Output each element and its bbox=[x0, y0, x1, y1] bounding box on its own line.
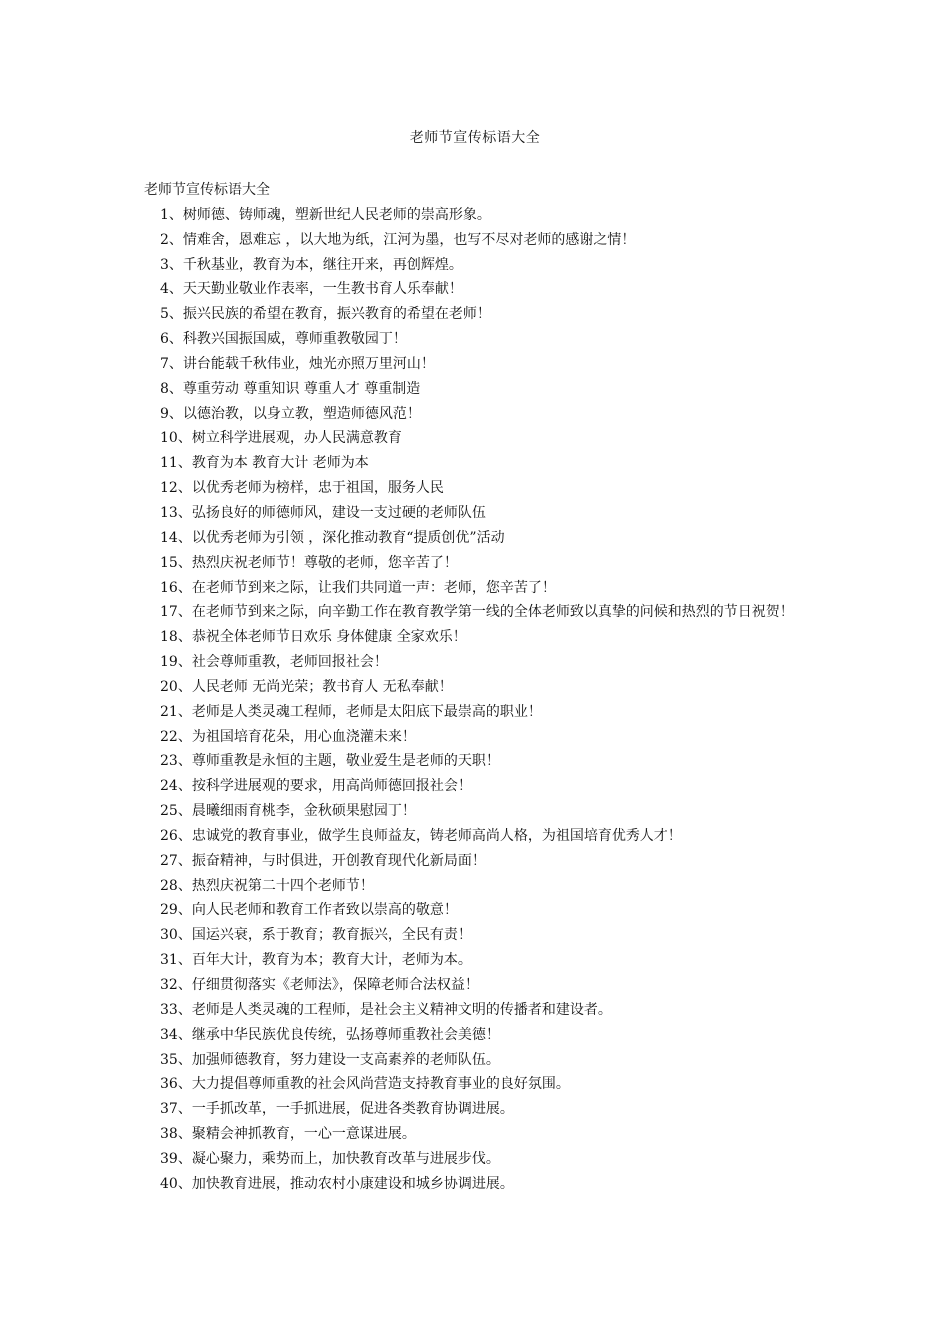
list-item: 18、恭祝全体老师节日欢乐 身体健康 全家欢乐！ bbox=[160, 629, 467, 646]
document-body bbox=[144, 178, 809, 1197]
list-item: 39、凝心聚力，乘势而上，加快教育改革与进展步伐。 bbox=[160, 1150, 500, 1167]
list-item: 27、振奋精神，与时俱进，开创教育现代化新局面！ bbox=[160, 852, 486, 869]
list-item: 37、一手抓改革，一手抓进展，促进各类教育协调进展。 bbox=[160, 1101, 514, 1118]
list-item: 5、振兴民族的希望在教育，振兴教育的希望在老师！ bbox=[160, 306, 491, 323]
list-item: 16、在老师节到来之际，让我们共同道一声：老师，您辛苦了！ bbox=[160, 579, 556, 596]
list-item: 34、继承中华民族优良传统，弘扬尊师重教社会美德！ bbox=[160, 1026, 500, 1043]
list-item: 36、大力提倡尊师重教的社会风尚营造支持教育事业的良好氛围。 bbox=[160, 1076, 570, 1093]
list-item: 7、讲台能载千秋伟业，烛光亦照万里河山！ bbox=[160, 355, 435, 372]
list-item: 31、百年大计，教育为本；教育大计，老师为本。 bbox=[160, 952, 472, 969]
list-item: 1、树师德、铸师魂，塑新世纪人民老师的崇高形象。 bbox=[160, 206, 491, 223]
list-item: 25、晨曦细雨育桃李，金秋硕果慰园丁！ bbox=[160, 803, 416, 820]
list-item: 2、情难舍，恩难忘 ，以大地为纸，江河为墨，也写不尽对老师的感谢之情！ bbox=[160, 231, 636, 248]
list-item: 23、尊师重教是永恒的主题，敬业爱生是老师的天职！ bbox=[160, 753, 500, 770]
list-item: 14、以优秀老师为引领 ，深化推动教育“提质创优”活动 bbox=[160, 529, 505, 546]
list-item: 38、聚精会神抓教育，一心一意谋进展。 bbox=[160, 1126, 416, 1143]
list-item: 8、尊重劳动 尊重知识 尊重人才 尊重制造 bbox=[160, 380, 421, 397]
list-item: 6、科教兴国振国威，尊师重教敬园丁！ bbox=[160, 331, 407, 348]
list-item: 24、按科学进展观的要求，用高尚师德回报社会！ bbox=[160, 778, 472, 795]
list-item: 29、向人民老师和教育工作者致以崇高的敬意！ bbox=[160, 902, 458, 919]
slogan-list bbox=[144, 203, 809, 1197]
page-title: 老师节宣传标语大全 bbox=[409, 130, 541, 146]
list-item: 40、加快教育进展，推动农村小康建设和城乡协调进展。 bbox=[160, 1175, 514, 1192]
list-item: 22、为祖国培育花朵，用心血浇灌未来！ bbox=[160, 728, 416, 745]
list-item: 30、国运兴衰，系于教育；教育振兴，全民有责！ bbox=[160, 927, 472, 944]
list-item: 10、树立科学进展观，办人民满意教育 bbox=[160, 430, 402, 447]
list-item: 15、热烈庆祝老师节！尊敬的老师，您辛苦了！ bbox=[160, 554, 458, 571]
list-item: 35、加强师德教育，努力建设一支高素养的老师队伍。 bbox=[160, 1051, 500, 1068]
list-item: 9、以德治教，以身立教，塑造师德风范！ bbox=[160, 405, 421, 422]
list-item: 13、弘扬良好的师德师风，建设一支过硬的老师队伍 bbox=[160, 504, 486, 521]
list-item: 21、老师是人类灵魂工程师，老师是太阳底下最崇高的职业！ bbox=[160, 703, 542, 720]
list-item: 33、老师是人类灵魂的工程师，是社会主义精神文明的传播者和建设者。 bbox=[160, 1001, 612, 1018]
list-item: 32、仔细贯彻落实《老师法》，保障老师合法权益！ bbox=[160, 977, 479, 993]
list-item: 19、社会尊师重教，老师回报社会！ bbox=[160, 654, 388, 671]
list-item: 20、人民老师 无尚光荣；教书育人 无私奉献！ bbox=[160, 678, 453, 695]
list-item: 4、天天勤业敬业作表率，一生教书育人乐奉献！ bbox=[160, 281, 463, 298]
list-item: 3、千秋基业，教育为本，继往开来，再创辉煌。 bbox=[160, 256, 463, 273]
list-item: 17、在老师节到来之际，向辛勤工作在教育教学第一线的全体老师致以真挚的问候和热烈的节日祝贺！ bbox=[160, 604, 794, 621]
list-item: 12、以优秀老师为榜样，忠于祖国，服务人民 bbox=[160, 480, 444, 497]
list-item: 11、教育为本 教育大计 老师为本 bbox=[160, 455, 369, 472]
list-item: 26、忠诚党的教育事业，做学生良师益友，铸老师高尚人格，为祖国培育优秀人才！ bbox=[160, 827, 682, 844]
section-heading: 老师节宣传标语大全 bbox=[144, 182, 270, 198]
list-item: 28、热烈庆祝第二十四个老师节！ bbox=[160, 877, 374, 894]
